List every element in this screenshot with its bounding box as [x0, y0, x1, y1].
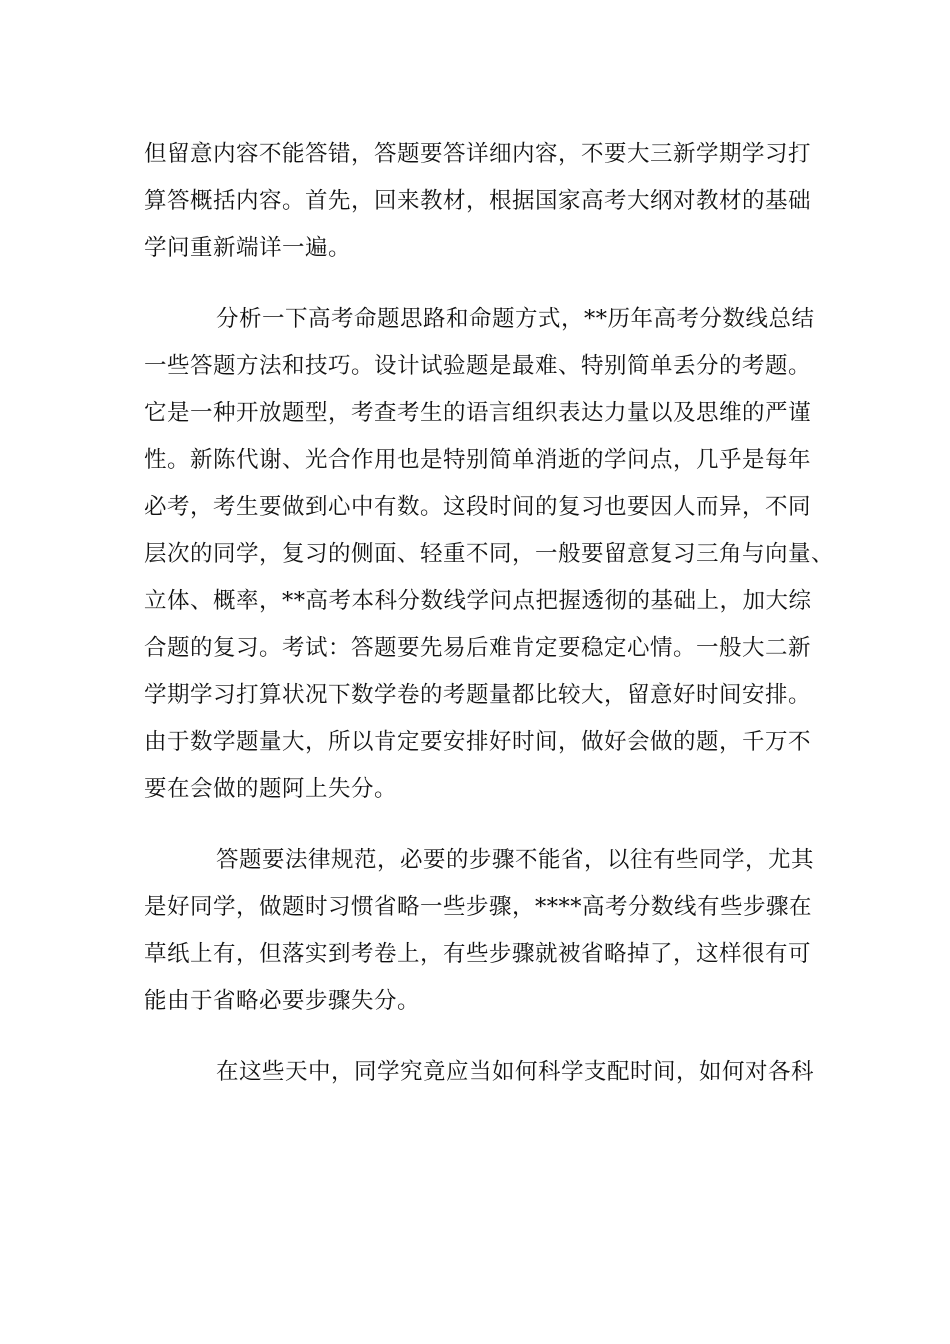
text-line: 学期学习打算状况下数学卷的考题量都比较大，留意好时间安排。 [144, 682, 812, 708]
text-line: 但留意内容不能答错，答题要答详细内容，不要大三新学期学习打 [144, 141, 812, 167]
text-line: 它是一种开放题型，考查考生的语言组织表达力量以及思维的严谨 [144, 400, 812, 426]
text-line: 性。新陈代谢、光合作用也是特别简单消逝的学问点，几乎是每年 [144, 447, 812, 473]
paragraph-4 [144, 1049, 824, 1096]
text-line: 算答概括内容。首先，回来教材，根据国家高考大纲对教材的基础 [144, 188, 812, 214]
text-line: 合题的复习。考试：答题要先易后难肯定要稳定心情。一般大二新 [144, 635, 812, 661]
text-line: 立体、概率，**高考本科分数线学问点把握透彻的基础上，加大综 [144, 588, 812, 614]
text-line: 必考，考生要做到心中有数。这段时间的复习也要因人而异，不同 [144, 494, 812, 520]
text-line: 层次的同学，复习的侧面、轻重不同，一般要留意复习三角与向量、 [144, 541, 835, 567]
paragraph-3 [144, 837, 824, 1025]
text-line: 分析一下高考命题思路和命题方式，**历年高考分数线总结 [216, 306, 815, 332]
text-line: 草纸上有，但落实到考卷上，有些步骤就被省略掉了，这样很有可 [144, 941, 812, 967]
text-line: 能由于省略必要步骤失分。 [144, 988, 421, 1014]
text-line: 由于数学题量大，所以肯定要安排好时间，做好会做的题，千万不 [144, 729, 812, 755]
text-line: 一些答题方法和技巧。设计试验题是最难、特别简单丢分的考题。 [144, 353, 812, 379]
document-body [144, 131, 835, 1096]
text-line: 在这些天中，同学究竟应当如何科学支配时间，如何对各科 [216, 1059, 815, 1085]
text-line: 要在会做的题阿上失分。 [144, 776, 398, 802]
paragraph-2 [144, 296, 835, 813]
text-line: 是好同学，做题时习惯省略一些步骤，****高考分数线有些步骤在 [144, 894, 813, 920]
text-line: 学问重新端详一遍。 [144, 235, 352, 261]
paragraph-1 [144, 131, 824, 272]
text-line: 答题要法律规范，必要的步骤不能省，以往有些同学，尤其 [216, 847, 815, 873]
